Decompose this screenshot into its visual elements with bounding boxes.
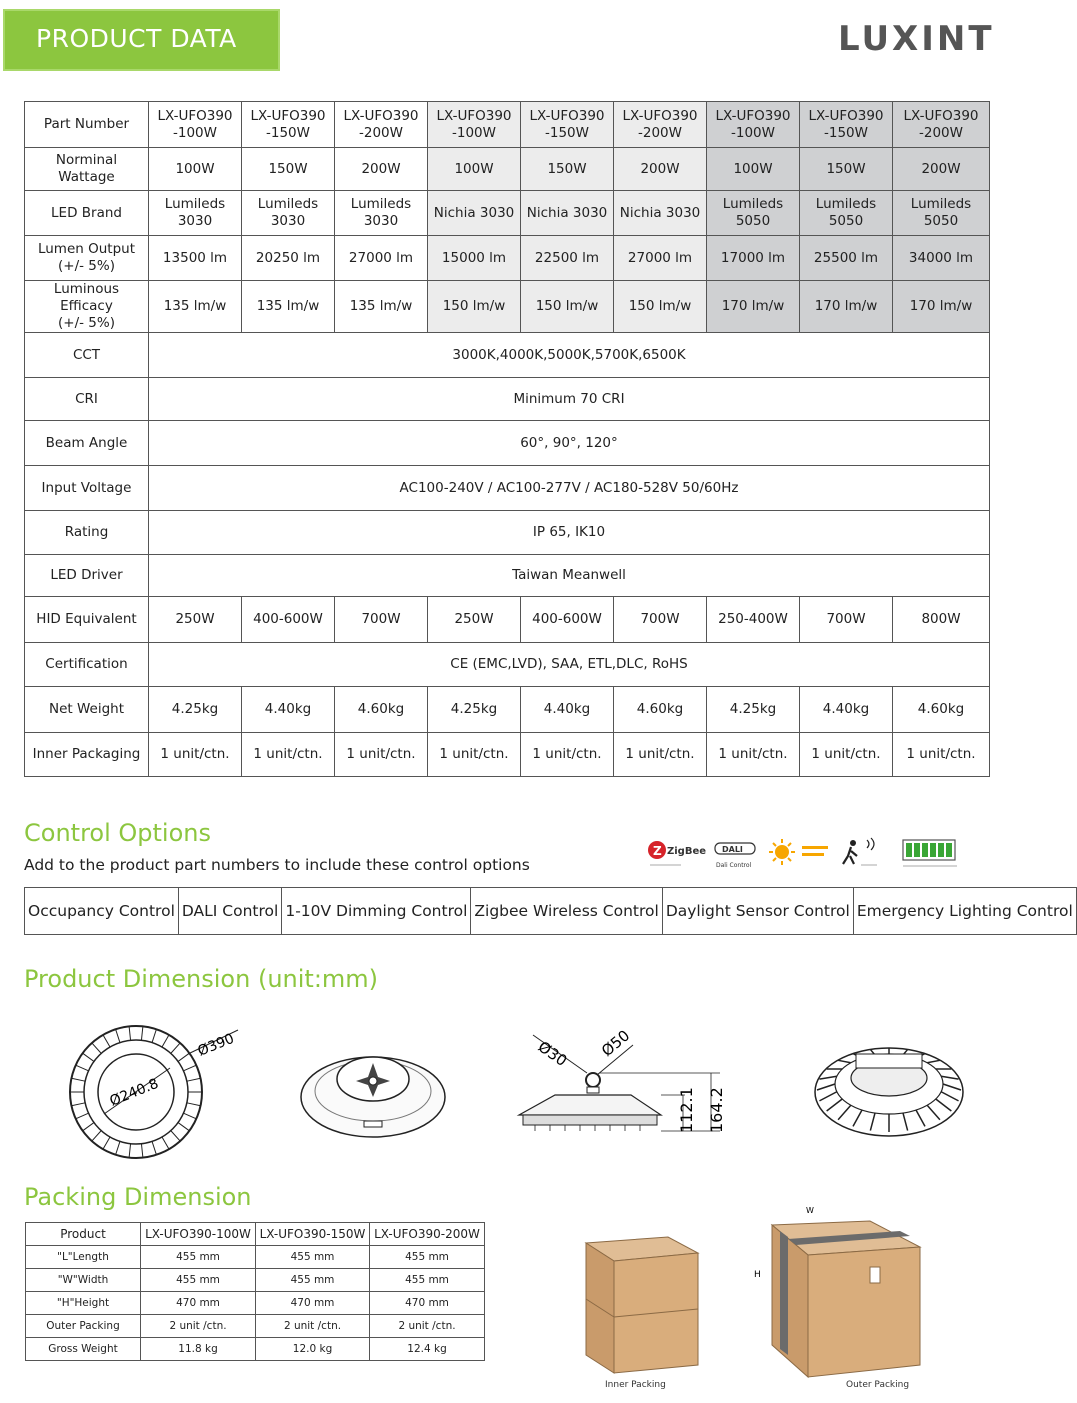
outer-packing-box [750, 1205, 930, 1390]
spec-cell: 25500 lm [800, 236, 893, 281]
control-options-subtitle: Add to the product part numbers to include these control options [24, 856, 530, 874]
spec-row-label: Rating [25, 511, 149, 555]
spec-cell: 150 lm/w [614, 281, 707, 333]
spec-cell: 250-400W [707, 597, 800, 643]
spec-cell: 1 unit/ctn. [428, 733, 521, 777]
spec-cell: 700W [800, 597, 893, 643]
spec-cell-line: LX-UFO390 [250, 107, 326, 124]
packing-cell: 470 mm [141, 1292, 256, 1315]
svg-text:Z: Z [653, 844, 662, 858]
spec-cell: 135 lm/w [242, 281, 335, 333]
spec-cell: Nichia 3030 [521, 191, 614, 236]
packing-row [26, 1269, 485, 1292]
spec-cell: 4.60kg [893, 687, 990, 733]
spec-cell-line: LX-UFO390 [808, 107, 884, 124]
spec-cell: 20250 lm [242, 236, 335, 281]
brand-logo [838, 18, 995, 59]
packing-cell: 470 mm [370, 1292, 485, 1315]
spec-cell-line: Lumileds [257, 196, 319, 212]
packing-row [26, 1292, 485, 1315]
control-option-dimming: 1-10V Dimming Control [282, 888, 471, 935]
control-option-daylight: Daylight Sensor Control [662, 888, 853, 935]
spec-cell [335, 191, 428, 236]
spec-cell-line: LX-UFO390 [436, 107, 512, 124]
spec-cell: 200W [335, 148, 428, 191]
spec-merged-value: AC100-240V / AC100-277V / AC180-528V 50/60Hz [149, 466, 990, 511]
spec-row [25, 466, 990, 511]
spec-row-label-line: Lumen Output [37, 241, 136, 257]
spec-row [25, 333, 990, 378]
spec-cell-line: LX-UFO390 [157, 107, 233, 124]
packing-cell: "L"Length [26, 1246, 141, 1269]
spec-row-label: LED Driver [25, 555, 149, 597]
spec-cell [242, 102, 335, 148]
spec-cell: 1 unit/ctn. [242, 733, 335, 777]
packing-dimension-title: Packing Dimension [24, 1183, 252, 1211]
spec-cell: 4.60kg [614, 687, 707, 733]
spec-cell: 400-600W [521, 597, 614, 643]
spec-cell: 150W [521, 148, 614, 191]
spec-cell-line: LX-UFO390 [903, 107, 979, 124]
spec-cell [149, 102, 242, 148]
spec-row [25, 555, 990, 597]
control-options-title: Control Options [24, 819, 211, 847]
spec-cell-line: Lumileds [722, 196, 784, 212]
hook-diameter-label: Ø50 [598, 1026, 634, 1061]
spec-merged-value: IP 65, IK10 [149, 511, 990, 555]
packing-cell: 12.0 kg [256, 1338, 370, 1361]
spec-cell-line: Lumileds [164, 196, 226, 212]
packing-header-cell: LX-UFO390-200W [370, 1223, 485, 1246]
spec-cell: 4.60kg [335, 687, 428, 733]
spec-cell [149, 191, 242, 236]
spec-cell: 150W [242, 148, 335, 191]
box-width-label: W [806, 1206, 814, 1215]
spec-row-label: Beam Angle [25, 421, 149, 466]
spec-cell-line: -200W [919, 124, 963, 141]
spec-cell: 250W [428, 597, 521, 643]
spec-cell: 400-600W [242, 597, 335, 643]
daylight-sensor-icon [769, 839, 828, 865]
packing-cell: Gross Weight [26, 1338, 141, 1361]
spec-row [25, 421, 990, 466]
outer-diameter-label: Ø390 [195, 1030, 237, 1060]
spec-cell: 100W [707, 148, 800, 191]
spec-cell: 4.25kg [149, 687, 242, 733]
packing-cell: 12.4 kg [370, 1338, 485, 1361]
packing-cell: Outer Packing [26, 1315, 141, 1338]
packing-cell: 11.8 kg [141, 1338, 256, 1361]
packing-header-cell: Product [26, 1223, 141, 1246]
spec-cell: 22500 lm [521, 236, 614, 281]
spec-merged-value: 3000K,4000K,5000K,5700K,6500K [149, 333, 990, 378]
spec-cell-line: LX-UFO390 [343, 107, 419, 124]
spec-cell: 150 lm/w [521, 281, 614, 333]
spec-cell-line: 3030 [177, 213, 213, 229]
packing-cell: 455 mm [256, 1269, 370, 1292]
box-height-label: H [754, 1270, 761, 1280]
packing-cell: "W"Width [26, 1269, 141, 1292]
control-options-table [24, 887, 1077, 935]
spec-cell: 1 unit/ctn. [707, 733, 800, 777]
spec-row-label: Input Voltage [25, 466, 149, 511]
zigbee-icon [648, 841, 706, 865]
control-option-dali: DALI Control [178, 888, 281, 935]
dali-icon [715, 843, 755, 869]
spec-cell-line: -100W [452, 124, 496, 141]
spec-cell: 800W [893, 597, 990, 643]
spec-cell-line: -200W [359, 124, 403, 141]
product-dimension-title: Product Dimension (unit:mm) [24, 965, 379, 993]
inner-packing-caption: Inner Packing [605, 1380, 666, 1390]
spec-row-label: CRI [25, 378, 149, 421]
packing-cell: 455 mm [370, 1246, 485, 1269]
packing-row [26, 1315, 485, 1338]
packing-cell: 455 mm [141, 1246, 256, 1269]
ring-diameter-label: Ø30 [534, 1037, 571, 1071]
packing-header-row [26, 1223, 485, 1246]
control-option-occupancy: Occupancy Control [25, 888, 179, 935]
packing-cell: 2 unit /ctn. [141, 1315, 256, 1338]
spec-row [25, 687, 990, 733]
spec-cell: Nichia 3030 [614, 191, 707, 236]
spec-cell-line: -200W [638, 124, 682, 141]
spec-cell: 13500 lm [149, 236, 242, 281]
packing-cell: "H"Height [26, 1292, 141, 1315]
spec-merged-value: CE (EMC,LVD), SAA, ETL,DLC, RoHS [149, 643, 990, 687]
perspective-view-drawing [812, 1040, 967, 1145]
spec-row-label: Part Number [25, 102, 149, 148]
spec-cell: 100W [428, 148, 521, 191]
dali-caption: Dali Control [716, 862, 752, 869]
spec-row [25, 378, 990, 421]
top-view-drawing [60, 1020, 250, 1160]
spec-cell: 4.40kg [800, 687, 893, 733]
packing-header-cell: LX-UFO390-100W [141, 1223, 256, 1246]
spec-row [25, 643, 990, 687]
spec-cell: 135 lm/w [335, 281, 428, 333]
spec-cell-line: -150W [824, 124, 868, 141]
outer-packing-caption: Outer Packing [846, 1380, 910, 1390]
spec-cell-line: 5050 [828, 213, 864, 229]
spec-cell: 150W [800, 148, 893, 191]
spec-cell [893, 191, 990, 236]
spec-cell [614, 102, 707, 148]
spec-cell: 4.40kg [242, 687, 335, 733]
spec-cell: 4.25kg [428, 687, 521, 733]
spec-cell: 17000 lm [707, 236, 800, 281]
spec-cell: 4.40kg [521, 687, 614, 733]
spec-cell: 700W [335, 597, 428, 643]
dali-label: DALI [722, 845, 743, 854]
spec-row [25, 281, 990, 333]
spec-cell-line: -100W [173, 124, 217, 141]
spec-row [25, 236, 990, 281]
spec-row [25, 511, 990, 555]
spec-cell-line: -150W [545, 124, 589, 141]
spec-cell [335, 102, 428, 148]
spec-row-label [25, 281, 149, 333]
spec-cell-line: LX-UFO390 [715, 107, 791, 124]
spec-cell: Nichia 3030 [428, 191, 521, 236]
spec-row-label: HID Equivalent [25, 597, 149, 643]
spec-cell: 700W [614, 597, 707, 643]
control-option-zigbee: Zigbee Wireless Control [471, 888, 662, 935]
spec-cell-line: -100W [731, 124, 775, 141]
spec-cell [893, 102, 990, 148]
spec-merged-value: Taiwan Meanwell [149, 555, 990, 597]
brand-logo-text: LUXINT [838, 19, 995, 59]
packing-row [26, 1338, 485, 1361]
spec-cell-line: 3030 [363, 213, 399, 229]
spec-cell: 1 unit/ctn. [521, 733, 614, 777]
spec-row-label: CCT [25, 333, 149, 378]
spec-cell: 170 lm/w [893, 281, 990, 333]
spec-merged-value: 60°, 90°, 120° [149, 421, 990, 466]
page-title: PRODUCT DATA [36, 24, 237, 53]
spec-cell [707, 191, 800, 236]
spec-row-label-line: (+/- 5%) [58, 258, 115, 274]
spec-row [25, 191, 990, 236]
spec-row-label: LED Brand [25, 191, 149, 236]
spec-cell: 1 unit/ctn. [335, 733, 428, 777]
zigbee-label: ZigBee [667, 846, 707, 857]
spec-cell: 200W [893, 148, 990, 191]
spec-cell: 135 lm/w [149, 281, 242, 333]
spec-cell: 170 lm/w [800, 281, 893, 333]
spec-cell [521, 102, 614, 148]
spec-cell: 27000 lm [614, 236, 707, 281]
spec-cell: 250W [149, 597, 242, 643]
spec-row-label: Norminal Wattage [25, 148, 149, 191]
packing-cell: 2 unit /ctn. [256, 1315, 370, 1338]
packing-cell: 455 mm [370, 1269, 485, 1292]
spec-cell-line: LX-UFO390 [622, 107, 698, 124]
spec-cell: 1 unit/ctn. [800, 733, 893, 777]
packing-cell: 470 mm [256, 1292, 370, 1315]
spec-cell [428, 102, 521, 148]
inner-diameter-label: Ø240.8 [107, 1075, 161, 1110]
spec-cell-line: Lumileds [350, 196, 412, 212]
spec-cell [800, 102, 893, 148]
emergency-battery-icon [903, 840, 957, 866]
spec-cell-line: 3030 [270, 213, 306, 229]
spec-row [25, 733, 990, 777]
spec-cell-line: Lumileds [815, 196, 877, 212]
spec-cell: 1 unit/ctn. [893, 733, 990, 777]
spec-cell: 100W [149, 148, 242, 191]
spec-row-label: Certification [25, 643, 149, 687]
spec-cell-line: LX-UFO390 [529, 107, 605, 124]
spec-row-label: Inner Packaging [25, 733, 149, 777]
spec-cell: 15000 lm [428, 236, 521, 281]
spec-row-label [25, 236, 149, 281]
spec-cell-line: Lumileds [910, 196, 972, 212]
inner-packing-box [578, 1225, 708, 1385]
spec-merged-value: Minimum 70 CRI [149, 378, 990, 421]
spec-row-label: Net Weight [25, 687, 149, 733]
spec-cell: 1 unit/ctn. [149, 733, 242, 777]
packing-table [25, 1222, 485, 1361]
bottom-view-drawing [298, 1045, 448, 1145]
spec-cell: 1 unit/ctn. [614, 733, 707, 777]
packing-cell: 2 unit /ctn. [370, 1315, 485, 1338]
spec-cell: 27000 lm [335, 236, 428, 281]
spec-row [25, 102, 990, 148]
spec-cell [242, 191, 335, 236]
spec-row [25, 148, 990, 191]
spec-cell: 150 lm/w [428, 281, 521, 333]
spec-table [24, 101, 990, 777]
occupancy-sensor-icon [843, 838, 877, 865]
spec-row-label-line: (+/- 5%) [58, 315, 115, 331]
spec-row-label-line: Luminous Efficacy [53, 281, 120, 314]
spec-cell-line: -150W [266, 124, 310, 141]
packing-header-cell: LX-UFO390-150W [256, 1223, 370, 1246]
spec-cell [707, 102, 800, 148]
packing-row [26, 1246, 485, 1269]
control-icons [645, 834, 965, 874]
spec-cell: 34000 lm [893, 236, 990, 281]
spec-cell-line: 5050 [923, 213, 959, 229]
packing-cell: 455 mm [141, 1269, 256, 1292]
section-tab-product-data [3, 9, 280, 71]
height-164-label: 164.2 [707, 1087, 726, 1133]
height-112-label: 112.1 [677, 1087, 696, 1133]
spec-cell: 4.25kg [707, 687, 800, 733]
spec-cell [800, 191, 893, 236]
side-view-drawing [515, 1025, 730, 1140]
spec-cell-line: 5050 [735, 213, 771, 229]
spec-cell: 200W [614, 148, 707, 191]
spec-cell: 170 lm/w [707, 281, 800, 333]
control-option-emergency: Emergency Lighting Control [853, 888, 1076, 935]
packing-cell: 455 mm [256, 1246, 370, 1269]
spec-row [25, 597, 990, 643]
